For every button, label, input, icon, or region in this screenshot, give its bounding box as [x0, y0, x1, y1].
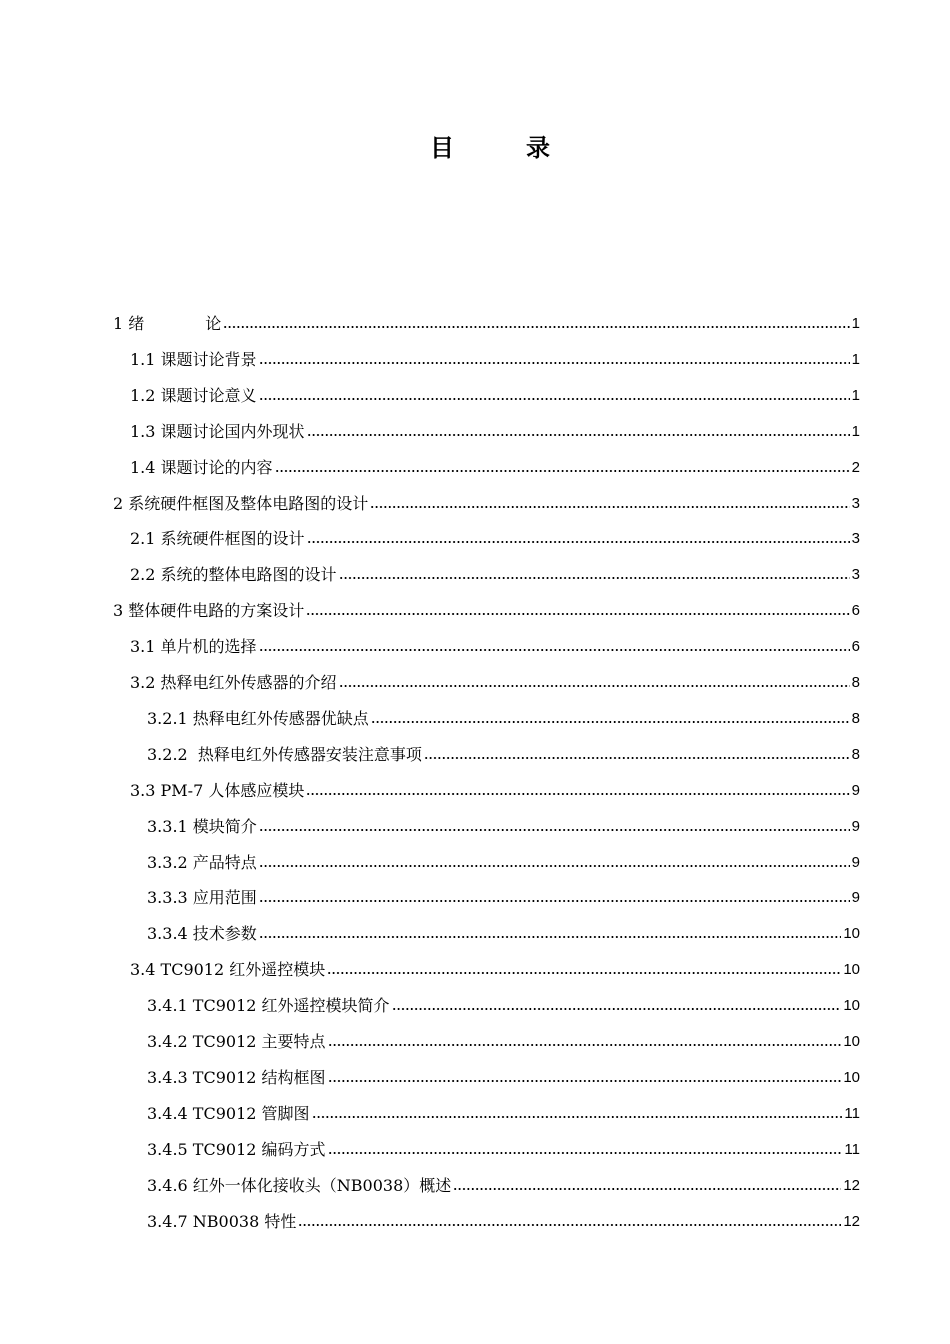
- toc-dot-leader: [339, 575, 850, 581]
- toc-dot-leader: [424, 755, 850, 761]
- toc-entry-label: 2.2 系统的整体电路图的设计: [130, 565, 337, 585]
- toc-entry[interactable]: [147, 987, 860, 1017]
- toc-entry-page-number: 6: [851, 638, 860, 656]
- toc-dot-leader: [223, 324, 849, 330]
- toc-entry-page-number: 3: [851, 566, 860, 584]
- toc-entry-page-number: 9: [851, 781, 860, 799]
- page-title: [0, 128, 950, 168]
- toc-entry[interactable]: [147, 808, 860, 838]
- toc-dot-leader: [259, 898, 850, 904]
- toc-entry-label: 3.4.2 TC9012 主要特点: [147, 1032, 326, 1051]
- toc-entry[interactable]: [147, 1131, 860, 1161]
- toc-entry[interactable]: [147, 700, 860, 730]
- toc-entry-page-number: 12: [843, 1212, 860, 1230]
- toc-entry-label: 3.2.1 热释电红外传感器优缺点: [147, 708, 369, 728]
- toc-entry-page-number: 8: [851, 709, 860, 727]
- toc-entry-page-number: 1: [851, 350, 860, 368]
- toc-entry[interactable]: [147, 1203, 860, 1233]
- toc-entry-label: 3.2.2 热释电红外传感器安装注意事项: [147, 744, 422, 764]
- toc-dot-leader: [259, 863, 850, 869]
- toc-entry-page-number: 1: [851, 315, 860, 332]
- toc-entry-page-number: 10: [843, 1068, 860, 1086]
- toc-entry-page-number: 11: [844, 1104, 860, 1122]
- toc-entry[interactable]: [113, 305, 860, 335]
- toc-entry-label: 3.1 单片机的选择: [130, 637, 257, 657]
- toc-entry-label: 2.1 系统硬件框图的设计: [130, 529, 305, 549]
- toc-entry[interactable]: [130, 664, 860, 694]
- toc-dot-leader: [259, 396, 850, 402]
- toc-entry-page-number: 11: [844, 1140, 860, 1158]
- toc-entry[interactable]: [147, 915, 860, 945]
- toc-entry-label: 3.3.1 模块简介: [147, 816, 257, 836]
- toc-entry[interactable]: [130, 377, 860, 407]
- toc-entry-label: 3.4 TC9012 红外遥控模块: [130, 960, 326, 980]
- toc-dot-leader: [453, 1186, 841, 1192]
- toc-entry-page-number: 1: [851, 386, 860, 404]
- toc-entry-page-number: 10: [843, 997, 860, 1015]
- toc-dot-leader: [370, 504, 849, 510]
- toc-entry-label: 3.4.3 TC9012 结构框图: [147, 1067, 326, 1087]
- toc-dot-leader: [339, 683, 850, 689]
- toc-dot-leader: [307, 432, 850, 438]
- toc-entry-label: 3.2 热释电红外传感器的介绍: [130, 673, 337, 692]
- toc-entry-page-number: 10: [843, 1033, 860, 1050]
- toc-dot-leader: [312, 1114, 843, 1120]
- toc-entry[interactable]: [147, 844, 860, 874]
- toc-dot-leader: [275, 468, 850, 474]
- toc-entry-label: 1 绪 论: [113, 314, 222, 333]
- toc-entry-label: 3.3.2 产品特点: [147, 852, 257, 872]
- toc-entry-page-number: 1: [851, 422, 860, 440]
- toc-dot-leader: [328, 1078, 842, 1084]
- toc-entry-label: 3.4.7 NB0038 特性: [147, 1211, 297, 1231]
- toc-entry[interactable]: [147, 736, 860, 766]
- toc-entry[interactable]: [130, 772, 860, 802]
- toc-dot-leader: [306, 611, 849, 617]
- toc-dot-leader: [259, 647, 850, 653]
- toc-entry-page-number: 9: [851, 889, 860, 907]
- toc-entry-label: 3.4.5 TC9012 编码方式: [147, 1139, 326, 1159]
- toc-entry-label: 3.3 PM-7 人体感应模块: [130, 780, 305, 800]
- toc-entry-page-number: 10: [843, 925, 860, 943]
- toc-entry[interactable]: [130, 556, 860, 586]
- toc-entry[interactable]: [147, 1023, 860, 1053]
- toc-entry[interactable]: [130, 628, 860, 658]
- toc-entry-label: 3.3.3 应用范围: [147, 888, 257, 908]
- toc-entry-page-number: 9: [851, 817, 860, 835]
- toc-entry-page-number: 2: [851, 458, 860, 476]
- toc-entry-label: 3.3.4 技术参数: [147, 924, 257, 944]
- toc-dot-leader: [306, 791, 849, 797]
- toc-entry[interactable]: [113, 592, 860, 622]
- toc-dot-leader: [259, 934, 842, 940]
- toc-entry[interactable]: [147, 1059, 860, 1089]
- page-title-char-1: 目: [430, 134, 454, 162]
- toc-entry-label: 3.4.4 TC9012 管脚图: [147, 1103, 310, 1123]
- toc-entry-page-number: 12: [843, 1176, 860, 1194]
- toc-dot-leader: [327, 970, 841, 976]
- toc-dot-leader: [259, 827, 850, 833]
- toc-entry[interactable]: [147, 1095, 860, 1125]
- toc-entry-page-number: 6: [851, 602, 860, 620]
- toc-entry[interactable]: [130, 449, 860, 479]
- toc-dot-leader: [371, 719, 850, 725]
- toc-entry[interactable]: [147, 1167, 860, 1197]
- toc-dot-leader: [259, 360, 850, 366]
- toc-entry[interactable]: [130, 341, 860, 371]
- toc-dot-leader: [298, 1222, 841, 1228]
- toc-entry-page-number: 10: [843, 961, 860, 979]
- toc-entry-page-number: 3: [851, 494, 860, 512]
- toc-entry-label: 1.3 课题讨论国内外现状: [130, 421, 305, 441]
- toc-entry-page-number: 8: [851, 745, 860, 763]
- toc-entry-label: 1.1 课题讨论背景: [130, 349, 257, 369]
- toc-entry[interactable]: [130, 413, 860, 443]
- toc-entry-page-number: 9: [851, 853, 860, 871]
- toc-dot-leader: [307, 539, 850, 545]
- toc-entry[interactable]: [130, 951, 860, 981]
- toc-dot-leader: [328, 1150, 843, 1156]
- toc-entry-label: 3.4.1 TC9012 红外遥控模块简介: [147, 996, 390, 1016]
- page-title-char-2: 录: [526, 134, 550, 162]
- toc-entry-page-number: 3: [851, 530, 860, 548]
- toc-dot-leader: [328, 1042, 842, 1048]
- toc-entry[interactable]: [147, 879, 860, 909]
- toc-dot-leader: [392, 1006, 842, 1012]
- toc-entry[interactable]: [130, 520, 860, 550]
- toc-entry-label: 3.4.6 红外一体化接收头（NB0038）概述: [147, 1175, 452, 1195]
- toc-entry-label: 2 系统硬件框图及整体电路图的设计: [113, 493, 369, 513]
- toc-entry[interactable]: [113, 485, 860, 515]
- toc-entry-label: 1.2 课题讨论意义: [130, 385, 257, 405]
- toc-entry-page-number: 8: [851, 674, 860, 691]
- toc-entry-label: 1.4 课题讨论的内容: [130, 457, 273, 477]
- toc-entry-label: 3 整体硬件电路的方案设计: [113, 601, 305, 621]
